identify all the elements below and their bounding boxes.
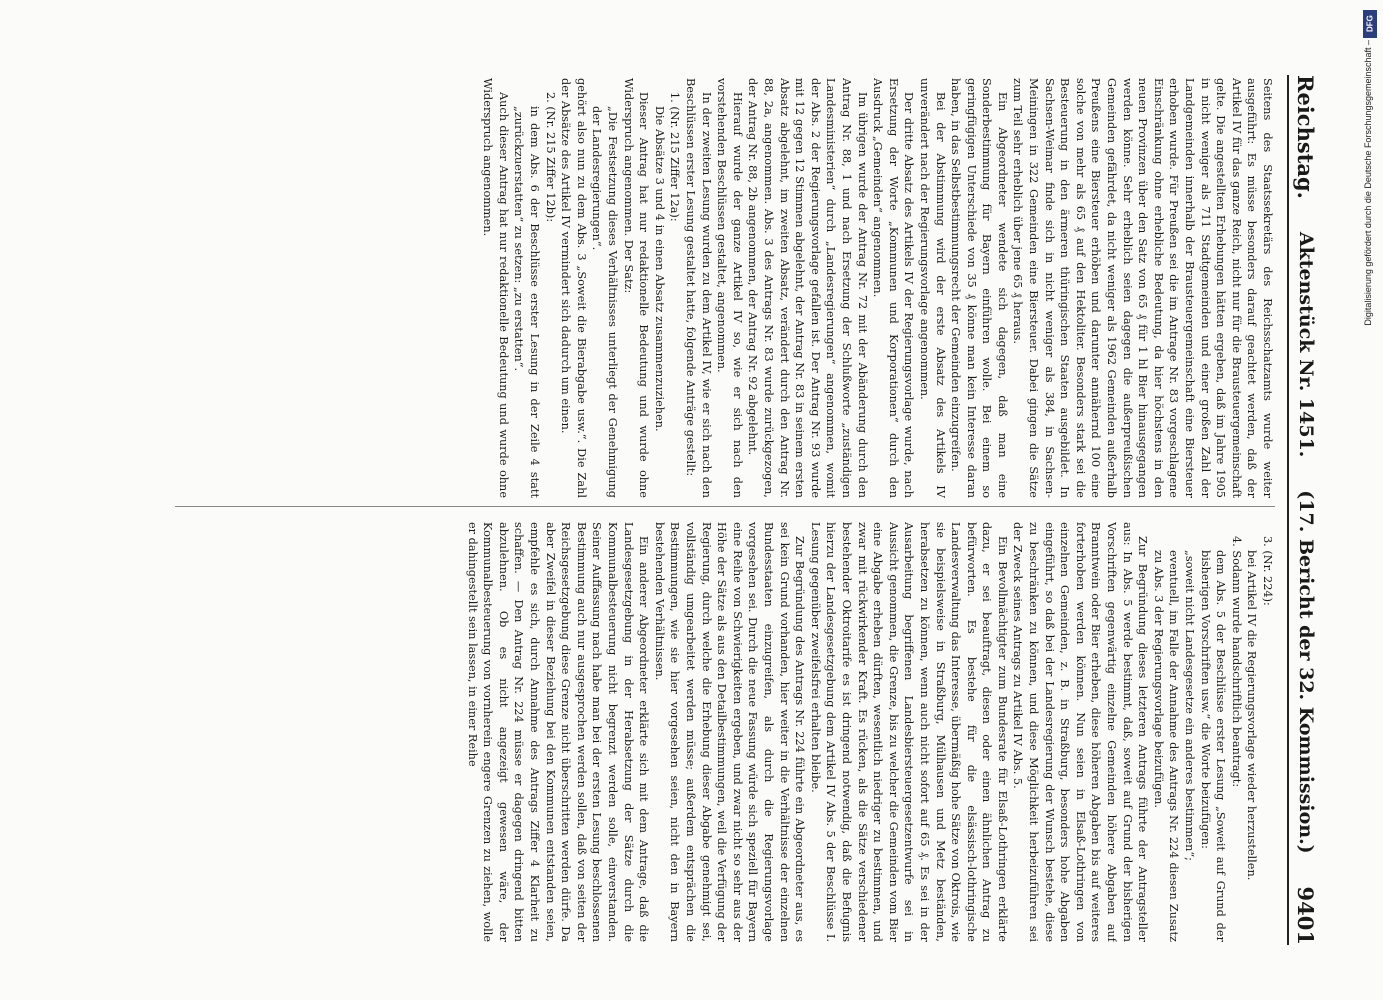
paragraph: Dieser Antrag hat nur redaktionelle Bedeutung und wurde ohne Widerspruch angenommen. Der Satz: — [621, 78, 651, 498]
paragraph: Der dritte Absatz des Artikels IV der Regierungsvorlage wurde, nach Ersetzung der Worte „Kommunen und Korporationen“ durch den Ausdruck „Gemeinden“ angenommen. — [871, 78, 916, 498]
paragraph: Bei der Abstimmung wird der erste Absatz des Artikels IV unverändert nach der Regierungsvorlage angenommen. — [917, 78, 947, 498]
column-divider — [175, 506, 1275, 507]
paragraph: Zur Begründung des Antrags Nr. 224 führte ein Abgeordneter aus, es sei kein Grund vorhanden, hier weiter in die Verhältnisse der einzelnen Bundesstaaten einzugreifen, als durch die Regierungsvorlage vorgesehen sei. Durch die neue Fassung würde sich speziell für Bayern eine Reihe von Schwierigkeiten ergeben, und zwar nicht so sehr aus der Höhe der Sätze als aus den Detailbestimmungen, weil die Verfügung der Regierung, durch welche die Erhebung dieser Abgabe genehmigt sei, vollständig umgearbeitet werden müsse; außerdem entsprächen die Bestimmungen, wie sie hier vorgesehen seien, nicht den in Bayern bestehenden Verhältnissen. — [652, 522, 807, 942]
header-chamber: Reichstag. — [1293, 75, 1319, 199]
header-document-number: Aktenstück Nr. 1451. — [1295, 231, 1317, 458]
paragraph: „soweit nicht Landesgesetze ein anderes bestimmen“; — [1183, 550, 1197, 861]
paragraph: 4. Sodann wurde handschriftlich beantragt: — [1229, 536, 1243, 788]
paragraph: Seitens des Staatssekretärs des Reichsschatzamts wurde weiter ausgeführt: Es müsse besonders darauf geachtet werden, daß der Artikel IV für das ganze Reich, nicht nur für die Brausteuergemeinschaft gelte. Die angestellten Erhebungen hätten ergeben, daß im Jahre 1905 in nicht weniger als 711 Stadtgemeinden und einer großen Zahl der Landgemeinden innerhalb der Brausteuergemeinschaft eine Biersteuer erhoben wurde. Für Preußen sei die im Antrage Nr. 83 vorgeschlagene Einschränkung ohne erhebliche Bedeutung, da hier höchstens in den neuen Provinzen über den Satz von 65 ₰ für 1 hl Bier hinausgegangen werden könne. Sehr erheblich seien dagegen die außerpreußischen Gemeinden gefährdet, da nicht weniger als 1962 Gemeinden außerhalb Preußens eine Biersteuer erhöben und darunter annähernd 100 eine solche von mehr als 65 ₰ auf den Hektoliter. Besonders stark sei die Besteuerung in den ärmeren thüringischen Staaten ausgebildet. In Sachsen-Weimar finde sich in nicht weniger als 384, in Sachsen-Meiningen in 322 Gemeinden eine Biersteuer. Dabei gingen die Sätze zum Teil sehr erheblich über jene 65 ₰ heraus. — [1011, 78, 1274, 498]
paragraph: Auch dieser Antrag hat nur redaktionelle Bedeutung und wurde ohne Widerspruch angenommen. — [481, 78, 510, 498]
dfg-logo-badge: DFG — [1363, 10, 1377, 38]
paragraph: In der zweiten Lesung wurden zu dem Artikel IV, wie er sich nach den Beschlüssen erster Lesung gestaltet hatte, folgende Anträge gestellt: — [684, 78, 713, 498]
paragraph: bei Artikel IV die Regierungsvorlage wieder herzustellen. — [1245, 550, 1259, 881]
paragraph: Ein anderer Abgeordneter erklärte sich mit dem Antrage, daß die Landesgesetzgebung in der Herabsetzung der Sätze durch die Kommunalbesteuerung nicht begrenzt werden solle, einverstanden. Seiner Auffassung nach habe man bei der ersten Lesung beschlossenen Bestimmung auch nur ausgesprochen werden sollen, daß von seiten der Reichsgesetzgebung diese Grenze nicht überschritten werden dürfe. Da aber Zweifel in dieser Beziehung bei den Kommunen entstanden seien, empfehle es sich, durch Annahme des Antrags Ziffer 4 Klarheit zu schaffen. — Den Antrag Nr. 224 müsse er dagegen dringend bitten abzulehnen. Ob es nicht angezeigt gewesen wäre, der Kommunalbesteuerung von vornherein engere Grenzen zu ziehen, wolle er dahingestellt sein lassen, in einer Reihe — [465, 522, 651, 942]
header-report-title: (17. Bericht der 32. Kommission.) — [1295, 490, 1317, 854]
paragraph: eventuell, im Falle der Annahme des Antrags Nr. 224 diesen Zusatz zu Abs. 3 der Regierungsvorlage beizufügen. — [1151, 550, 1181, 942]
paragraph: Zur Begründung dieses letzteren Antrags führte der Antragsteller aus: In Abs. 5 werde bestimmt, daß, soweit auf Grund der bisherigen Vorschriften gegenwärtig einzelne Gemeinden höhere Abgaben auf Branntwein oder Bier erheben, diese höheren Abgaben bis auf weiteres forterhoben werden können. Nun seien in Elsaß-Lothringen von einzelnen Gemeinden, z. B. in Straßburg, besonders hohe Abgaben eingeführt, so daß bei der Landesregierung der Wunsch bestehe, diese zu beschränken zu können, und diese Möglichkeit herbeizuführen sei der Zweck seines Antrags zu Artikel IV Abs. 5. — [1011, 522, 1150, 942]
paragraph: 2. (Nr. 215 Ziffer 12b): — [543, 92, 557, 223]
page-header — [1287, 75, 1323, 945]
paragraph: Im übrigen wurde der Antrag Nr. 72 mit der Abänderung durch den Antrag Nr. 88, 1 und nach Ersetzung der Schlußworte „zuständigen Landesministerien“ durch „Landesregierungen“ angenommen, womit der Abs. 2 der Regierungsvorlage gefallen ist. Der Antrag Nr. 93 wurde mit 12 gegen 12 Stimmen abgelehnt, der Antrag Nr. 83 in seinem ersten Absatz abgelehnt, im zweiten Absatz, verändert durch den Antrag Nr. 88, 2a, angenommen. Abs. 3 des Antrags Nr. 83 wurde zurückgezogen, der Antrag Nr. 88, 2b angenommen, der Antrag Nr. 92 abgelehnt. — [746, 78, 869, 498]
paragraph: Die Absätze 3 und 4 in einen Absatz zusammenzuziehen. — [652, 106, 666, 432]
paragraph: Hierauf wurde der ganze Artikel IV so, wie er sich nach den vorstehenden Beschlüssen gestaltet, angenommen. — [715, 78, 744, 498]
paragraph: gehört also nun zu dem Abs. 3 „Soweit die Bierabgabe usw.“. Die Zahl der Absätze des Artikel IV vermindert sich dadurch um einen. — [559, 78, 588, 498]
paragraph: dem Abs. 5 der Beschlüsse erster Lesung „Soweit auf Grund der bisherigen Vorschriften usw.“ die Worte beizufügen: — [1198, 550, 1228, 942]
credit-text: Digitalisierung gefördert durch die Deutsche Forschungsgemeinschaft – — [1363, 40, 1373, 326]
left-text-column — [125, 78, 1275, 498]
paragraph: Ein Abgeordneter wendete sich dagegen, daß man eine Sonderbestimmung für Bayern einführen wolle. Bei einem so geringfügigen Unterschiede von 35 ₰ könne man kein Interesse daran haben, in das Selbstbestimmungsrecht der Gemeinden einzugreifen. — [949, 78, 1009, 498]
paragraph: Ein Bevollmächtigter zum Bundesrate für Elsaß-Lothringen erklärte dazu, er sei beauftragt, diesen oder einen ähnlichen Antrag zu befürworten. Es bestehe für die elsässisch-lothringische Landesverwaltung das Interesse, übermäßig hohe Sätze von Oktrois, wie sie beispielsweise in Straßburg, Mülhausen und Metz beständen, herabsetzen zu können, wenn auch nicht sofort auf 65 ₰. Es sei in der Ausarbeitung begriffenen Landesbiersteuergesetzentwurfe sei in Aussicht genommen, die Grenze, bis zu welcher die Gemeinden vom Bier eine Abgabe erheben dürften, wesentlich niedriger zu bestimmen, und zwar mit rückwirkender Kraft. Es rücken, als die Sätze verschiedener bestehender Oktroitarife es ist dringend notwendig, daß die Befugnis hierzu der Landesgesetzgebung dem Artikel IV Abs. 5 der Beschlüsse I. Lesung gegenüber zweifelsfrei erhalten bleibe. — [808, 522, 1009, 942]
paragraph: 1. (Nr. 215 Ziffer 12a): — [668, 92, 682, 222]
paragraph: 3. (Nr. 224): — [1261, 536, 1274, 606]
digitization-credit — [1359, 40, 1373, 640]
right-text-column — [125, 522, 1275, 942]
paragraph: „Die Festsetzung dieses Verhältnisses unterliegt der Genehmigung der Landesregierungen“. — [590, 106, 620, 498]
page-number: 9401 — [1293, 886, 1319, 945]
paragraph: in dem Abs. 6 der Beschlüsse erster Lesung in der Zeile 4 statt „zurückzuerstatten“ zu setzen: „zu erstatten“. — [512, 106, 542, 498]
